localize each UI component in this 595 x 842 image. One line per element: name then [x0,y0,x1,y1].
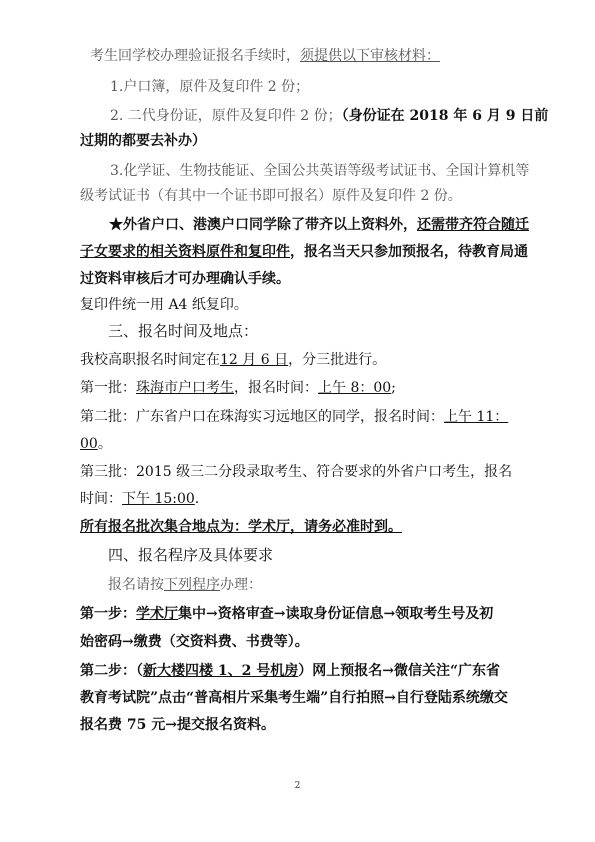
text-segment: 级考试证书（有其中一个证书即可报名）原件及复印件 2 份。 [80,188,462,204]
text-segment-bold: （身份证在 2018 年 6 月 9 日前 [341,108,549,124]
text-line [0,269,595,289]
text-line [0,715,595,735]
text-segment-underlined: 12 月 6 日 [220,352,289,368]
text-line [0,242,595,262]
text-segment: 集中→资格审查→读取身份证信息→领取考生号及初 [178,606,494,622]
text-segment-underlined: 下列程序 [164,577,220,593]
text-segment: 三、报名时间及地点： [108,322,259,340]
text-segment-underlined: 须提供以下审核材料： [300,48,440,64]
text-segment: 报名请按 [108,577,164,593]
text-segment: . [194,491,200,507]
text-line [0,489,595,509]
text-segment: ，报名时间： [234,380,318,396]
text-segment-underlined: 新大楼四楼 1、2 号机房 [143,663,299,679]
text-segment: ）网上预报名→微信关注“广东省 [298,663,501,679]
text-segment: 第二步：（ [80,663,143,679]
text-segment: 时间： [80,491,122,507]
text-segment: ，报名当天只参加预报名，待教育局通 [290,244,528,260]
text-line [0,46,595,66]
text-segment: 第三批：2015 级三二分段录取考生、符合要求的外省户口考生，报名 [80,464,513,480]
text-segment-underlined: 学术厅 [136,606,178,622]
text-line [0,161,595,181]
text-line [0,575,595,595]
text-segment-underlined: 还需带齐符合随迁 [417,217,529,233]
text-line [0,295,595,315]
text-segment-underlined: 下午 15:00 [122,491,195,507]
text-line [0,434,595,454]
text-line [0,215,595,235]
text-segment: 报名费 75 元→提交报名资料。 [80,717,275,733]
text-segment-underlined: 所有报名批次集合地点为：学术厅，请务必准时到。 [80,519,402,535]
text-segment: 我校高职报名时间定在 [80,352,220,368]
text-segment: 3.化学证、生物技能证、全国公共英语等级考试证书、全国计算机等 [110,163,530,179]
text-segment-underlined: 00 [80,436,98,452]
text-segment: 始密码→缴费（交资料费、书费等）。 [80,634,309,650]
text-segment: 过期的都要去补办） [80,133,206,149]
text-line [0,186,595,206]
text-segment: 教育考试院”点击“普高相片采集考生端”自行拍照→自行登陆系统缴交 [80,690,508,706]
text-segment: 第二批：广东省户口在珠海实习远地区的同学，报名时间： [80,409,444,425]
text-segment: 第一步： [80,606,136,622]
text-segment: ; [391,380,396,396]
text-line [0,350,595,370]
text-segment: 办理： [220,577,262,593]
text-line [0,106,595,126]
text-segment: 。 [97,436,112,452]
section-heading [0,545,595,565]
text-segment: 复印件统一用 A4 纸复印。 [80,297,248,313]
text-segment: 2. 二代身份证，原件及复印件 2 份； [110,108,342,124]
text-segment: ★外省户口、港澳户口同学除了带齐以上资料外， [109,217,417,233]
text-line [0,378,595,398]
text-line [0,632,595,652]
text-segment-underlined: 上午 8：00 [318,380,392,396]
text-line [0,517,595,537]
text-line [0,407,595,427]
text-segment: 过资料审核后才可办理确认手续。 [80,271,290,287]
text-line [0,131,595,151]
text-segment: 1.户口簿，原件及复印件 2 份； [110,79,310,95]
text-line [0,604,595,624]
text-segment-underlined: 子女要求的相关资料原件和复印件 [80,244,290,260]
text-segment-underlined: 上午 11： [444,409,509,425]
page-number: 2 [294,781,301,791]
text-line [0,77,595,97]
text-segment: ，分三批进行。 [288,352,387,368]
text-line [0,688,595,708]
text-line [0,462,595,482]
text-segment: 四、报名程序及具体要求 [108,546,274,564]
text-segment: 第一批： [80,380,136,396]
text-segment-underlined: 珠海市户口考生 [136,380,234,396]
section-heading [0,321,595,341]
text-line [0,661,595,681]
text-segment: 考生回学校办理验证报名手续时， [90,48,300,64]
